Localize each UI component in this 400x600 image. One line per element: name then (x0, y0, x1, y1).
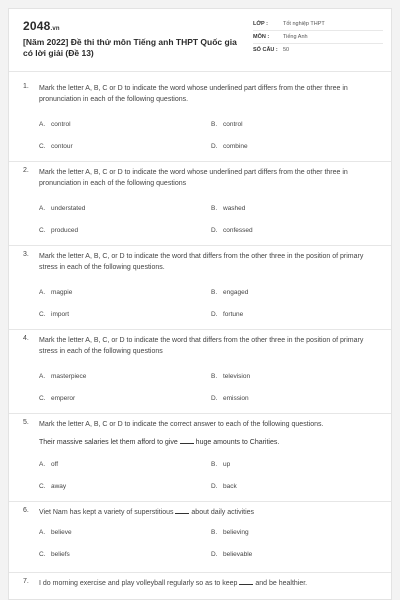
option-letter: C. (39, 395, 46, 402)
option-text: off (51, 461, 59, 468)
option-text: up (223, 461, 231, 468)
option-c[interactable] (39, 551, 70, 558)
question-number: 6. (23, 507, 29, 514)
stem-text: about daily activities (191, 509, 255, 516)
meta-row-subject (253, 31, 383, 44)
option-text: contour (51, 143, 73, 150)
option-letter: A. (39, 373, 46, 380)
answer-blank (180, 442, 194, 444)
option-c[interactable] (39, 143, 73, 150)
option-text: produced (51, 227, 79, 234)
option-letter: C. (39, 483, 46, 490)
question-number: 1. (23, 83, 29, 90)
option-text: believe (51, 529, 72, 536)
option-letter: D. (211, 395, 218, 402)
meta-row-class (253, 18, 383, 31)
option-letter: D. (211, 143, 218, 150)
option-letter: C. (39, 311, 46, 318)
option-a[interactable] (39, 373, 86, 380)
question-stem: Mark the letter A, B, C, or D to indicate the word that differs from the other three in the position of primary stress in each of the following questions (39, 337, 364, 355)
option-b[interactable] (211, 121, 243, 128)
meta-key: SỐ CÂU : (253, 47, 278, 53)
option-letter: A. (39, 121, 46, 128)
option-a[interactable] (39, 289, 72, 296)
divider (9, 245, 392, 246)
divider (9, 161, 392, 162)
stem-text: Viet Nam has kept a variety of superstitious (39, 509, 174, 516)
logo-suffix: .vn (50, 26, 60, 32)
stem-text: and be healthier. (255, 580, 308, 587)
meta-row-count (253, 44, 383, 56)
exam-header (9, 9, 391, 72)
option-letter: B. (211, 289, 218, 296)
question-stem: Mark the letter A, B, C or D to indicate the correct answer to each of the following questions. (39, 421, 324, 428)
option-text: believing (223, 529, 249, 536)
option-b[interactable] (211, 205, 245, 212)
meta-key: LỚP : (253, 21, 268, 27)
option-letter: D. (211, 311, 218, 318)
divider (9, 572, 392, 573)
answer-blank (175, 512, 189, 514)
exam-meta (253, 18, 383, 56)
option-text: emission (223, 395, 249, 402)
option-letter: C. (39, 551, 46, 558)
exam-title: [Năm 2022] Đề thi thử môn Tiếng anh THPT Quốc gia có lời giải (Đề 13) (23, 37, 237, 58)
option-d[interactable] (211, 483, 237, 490)
option-text: understated (51, 205, 86, 212)
option-b[interactable] (211, 529, 249, 536)
option-letter: B. (211, 121, 218, 128)
question-stem: Mark the letter A, B, C or D to indicate the word whose underlined part differs from the other three in pronunciation in each of the following questions (39, 169, 348, 187)
option-letter: A. (39, 461, 46, 468)
question-stem (39, 578, 379, 589)
option-text: engaged (223, 289, 249, 296)
option-d[interactable] (211, 395, 249, 402)
option-letter: B. (211, 205, 218, 212)
option-text: magpie (51, 289, 73, 296)
option-text: beliefs (51, 551, 70, 558)
option-text: away (51, 483, 67, 490)
option-letter: C. (39, 143, 46, 150)
stem-text: I do morning exercise and play volleyball regularly so as to keep (39, 580, 238, 587)
option-a[interactable] (39, 529, 72, 536)
option-letter: D. (211, 227, 218, 234)
option-b[interactable] (211, 373, 250, 380)
option-text: fortune (223, 311, 244, 318)
divider (9, 329, 392, 330)
option-text: control (223, 121, 243, 128)
question-sentence (39, 437, 379, 448)
option-text: masterpiece (51, 373, 87, 380)
option-letter: D. (211, 483, 218, 490)
option-text: control (51, 121, 71, 128)
option-a[interactable] (39, 121, 71, 128)
meta-value: Tốt nghiệp THPT (283, 21, 325, 27)
option-text: import (51, 311, 70, 318)
option-a[interactable] (39, 205, 85, 212)
option-b[interactable] (211, 461, 230, 468)
option-d[interactable] (211, 143, 248, 150)
question-number: 2. (23, 167, 29, 174)
option-c[interactable] (39, 483, 66, 490)
divider (9, 501, 392, 502)
option-letter: A. (39, 205, 46, 212)
sentence-text: Their massive salaries let them afford to give (39, 439, 178, 446)
option-letter: B. (211, 529, 218, 536)
option-c[interactable] (39, 311, 69, 318)
option-d[interactable] (211, 551, 252, 558)
question-number: 4. (23, 335, 29, 342)
option-text: television (223, 373, 251, 380)
option-text: confessed (223, 227, 253, 234)
question-stem: Mark the letter A, B, C or D to indicate the word whose underlined part differs from the other three in pronunciation in each of the following questions. (39, 85, 348, 103)
option-b[interactable] (211, 289, 248, 296)
meta-value: Tiếng Anh (283, 34, 308, 40)
option-text: emperor (51, 395, 76, 402)
site-logo[interactable] (23, 19, 60, 33)
option-letter: D. (211, 551, 218, 558)
meta-value: 50 (283, 47, 290, 53)
option-letter: B. (211, 373, 218, 380)
option-c[interactable] (39, 395, 75, 402)
option-d[interactable] (211, 227, 253, 234)
option-letter: A. (39, 529, 46, 536)
question-number: 5. (23, 419, 29, 426)
option-letter: C. (39, 227, 46, 234)
option-text: combine (223, 143, 248, 150)
answer-blank (239, 583, 253, 585)
option-letter: B. (211, 461, 218, 468)
option-text: washed (223, 205, 246, 212)
option-letter: A. (39, 289, 46, 296)
exam-page (8, 8, 392, 600)
meta-key: MÔN : (253, 34, 270, 40)
question-stem (39, 507, 379, 518)
option-d[interactable] (211, 311, 243, 318)
option-c[interactable] (39, 227, 78, 234)
sentence-text: huge amounts to Charities. (195, 439, 280, 446)
option-a[interactable] (39, 461, 58, 468)
question-number: 3. (23, 251, 29, 258)
question-number: 7. (23, 578, 29, 585)
logo-text: 2048 (23, 19, 51, 33)
question-stem: Mark the letter A, B, C, or D to indicate the word that differs from the other three in the position of primary stress in each of the following questions. (39, 253, 364, 271)
divider (9, 413, 392, 414)
option-text: believable (223, 551, 253, 558)
option-text: back (223, 483, 237, 490)
